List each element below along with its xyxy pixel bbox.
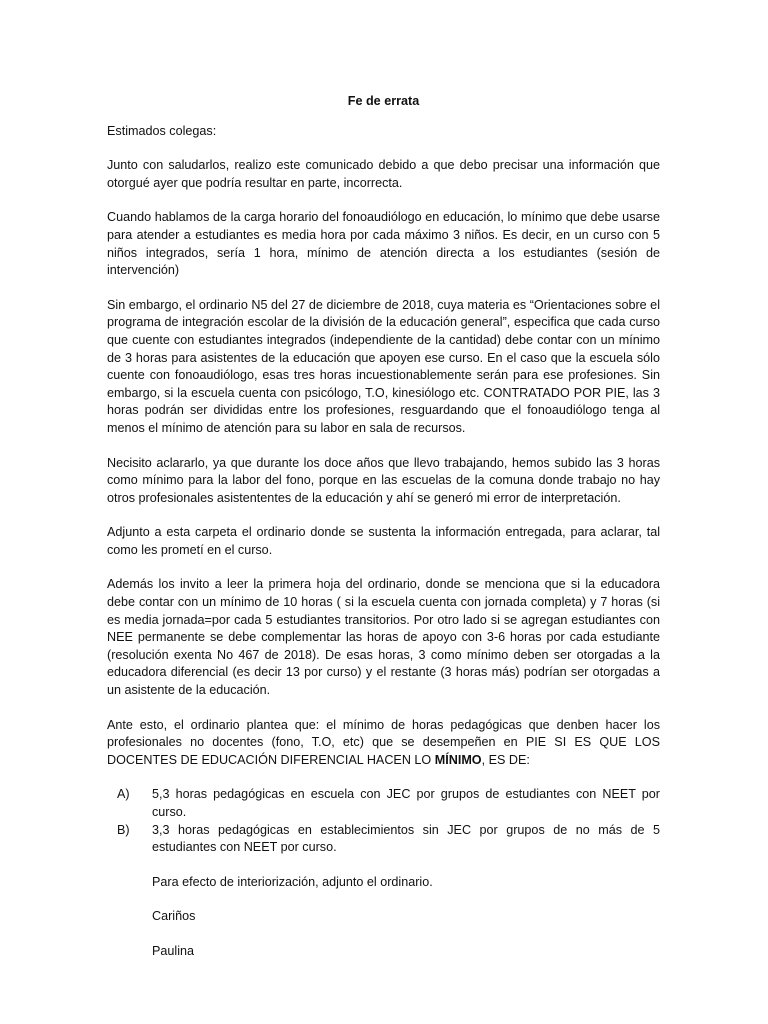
list-item (107, 786, 660, 821)
conclusion-emphasis: MÍNIMO (434, 752, 482, 767)
conclusion-end: , ES DE: (481, 752, 530, 767)
hours-list (107, 786, 660, 856)
paragraph-clarification: Necisito aclararlo, ya que durante los doce años que llevo trabajando, hemos subido las 3 horas como mínimo para la labor del fono, porque en las escuelas de la comuna donde trabajo no hay otros profesionales asistententes de la educación y ahí se generó mi error de interpretación. (107, 455, 660, 505)
conclusion-text: Ante esto, el ordinario plantea que: el mínimo de horas pedagógicas que denben hacer los profesionales no docentes (fono, T.O, etc) que se desempeñen en PIE SI ES QUE LOS DOCENTES DE EDUCACIÓN DIFERENCIAL HACEN LO (107, 717, 660, 767)
paragraph-workload: Cuando hablamos de la carga horario del fonoaudiólogo en educación, lo mínimo que debe usarse para atender a estudiantes es media hora por cada máximo 3 niños. Es decir, en un curso con 5 niños integrados, sería 1 hora, mínimo de atención directa a los estudiantes (sesión de intervención) (107, 210, 660, 278)
list-item (107, 822, 660, 857)
paragraph-intro: Junto con saludarlos, realizo este comunicado debido a que debo precisar una información que otorgué ayer que podría resultar en parte, incorrecta. (107, 158, 660, 190)
paragraph-attachment: Adjunto a esta carpeta el ordinario donde se sustenta la información entregada, para aclarar, tal como les prometí en el curso. (107, 525, 660, 557)
paragraph-invitation: Además los invito a leer la primera hoja del ordinario, donde se menciona que si la educadora debe contar con un mínimo de 10 horas ( si la escuela cuenta con jornada completa) y 7 horas (si es media jornada=por cada 5 estudiantes transitorios. Por otro lado si se agregan estudiantes con NEE permanente se debe complementar las horas de apoyo con 3-6 horas por cada estudiante (resolución exenta No 467 de 2018). De esas horas, 3 como mínimo deben ser otorgadas a la educadora diferencial (es decir 13 por curso) y el restante (3 horas más) podrían ser otorgadas a un asistente de la educación. (107, 577, 660, 698)
sign-off: Cariños (152, 909, 196, 924)
list-marker: B) (117, 822, 130, 837)
list-item-text: 3,3 horas pedagógicas en establecimientos sin JEC por grupos de no más de 5 estudiantes con NEET por curso. (152, 822, 660, 855)
page-title: Fe de errata (347, 94, 420, 108)
greeting: Estimados colegas: (107, 123, 217, 138)
letter-body (107, 93, 660, 978)
signature: Paulina (152, 943, 195, 958)
list-marker: A) (117, 787, 130, 802)
list-item-text: 5,3 horas pedagógicas en escuela con JEC por grupos de estudiantes con NEET por curso. (152, 787, 660, 819)
paragraph-ordinario: Sin embargo, el ordinario N5 del 27 de diciembre de 2018, cuya materia es “Orientaciones sobre el programa de integración escolar de la división de la educación general”, especifica que cada curso que cuente con estudiantes integrados (independiente de la cantidad) debe contar con un mínimo de 3 horas para asistentes de la educación que apoyen ese curso. En el caso que la escuela sólo cuente con fonoaudiólogo, esas tres horas incuestionablemente serán para ese profesiones. Sin embargo, si la escuela cuenta con psicólogo, T.O, kinesiólogo etc. CONTRATADO POR PIE, las 3 horas podrán ser divididas entre los profesiones, resguardando que el fonoaudiólogo tenga al menos el mínimo de atención para su labor en sala de recursos. (107, 297, 660, 435)
paragraph-conclusion (107, 717, 660, 770)
closing-note: Para efecto de interiorización, adjunto el ordinario. (152, 874, 433, 889)
